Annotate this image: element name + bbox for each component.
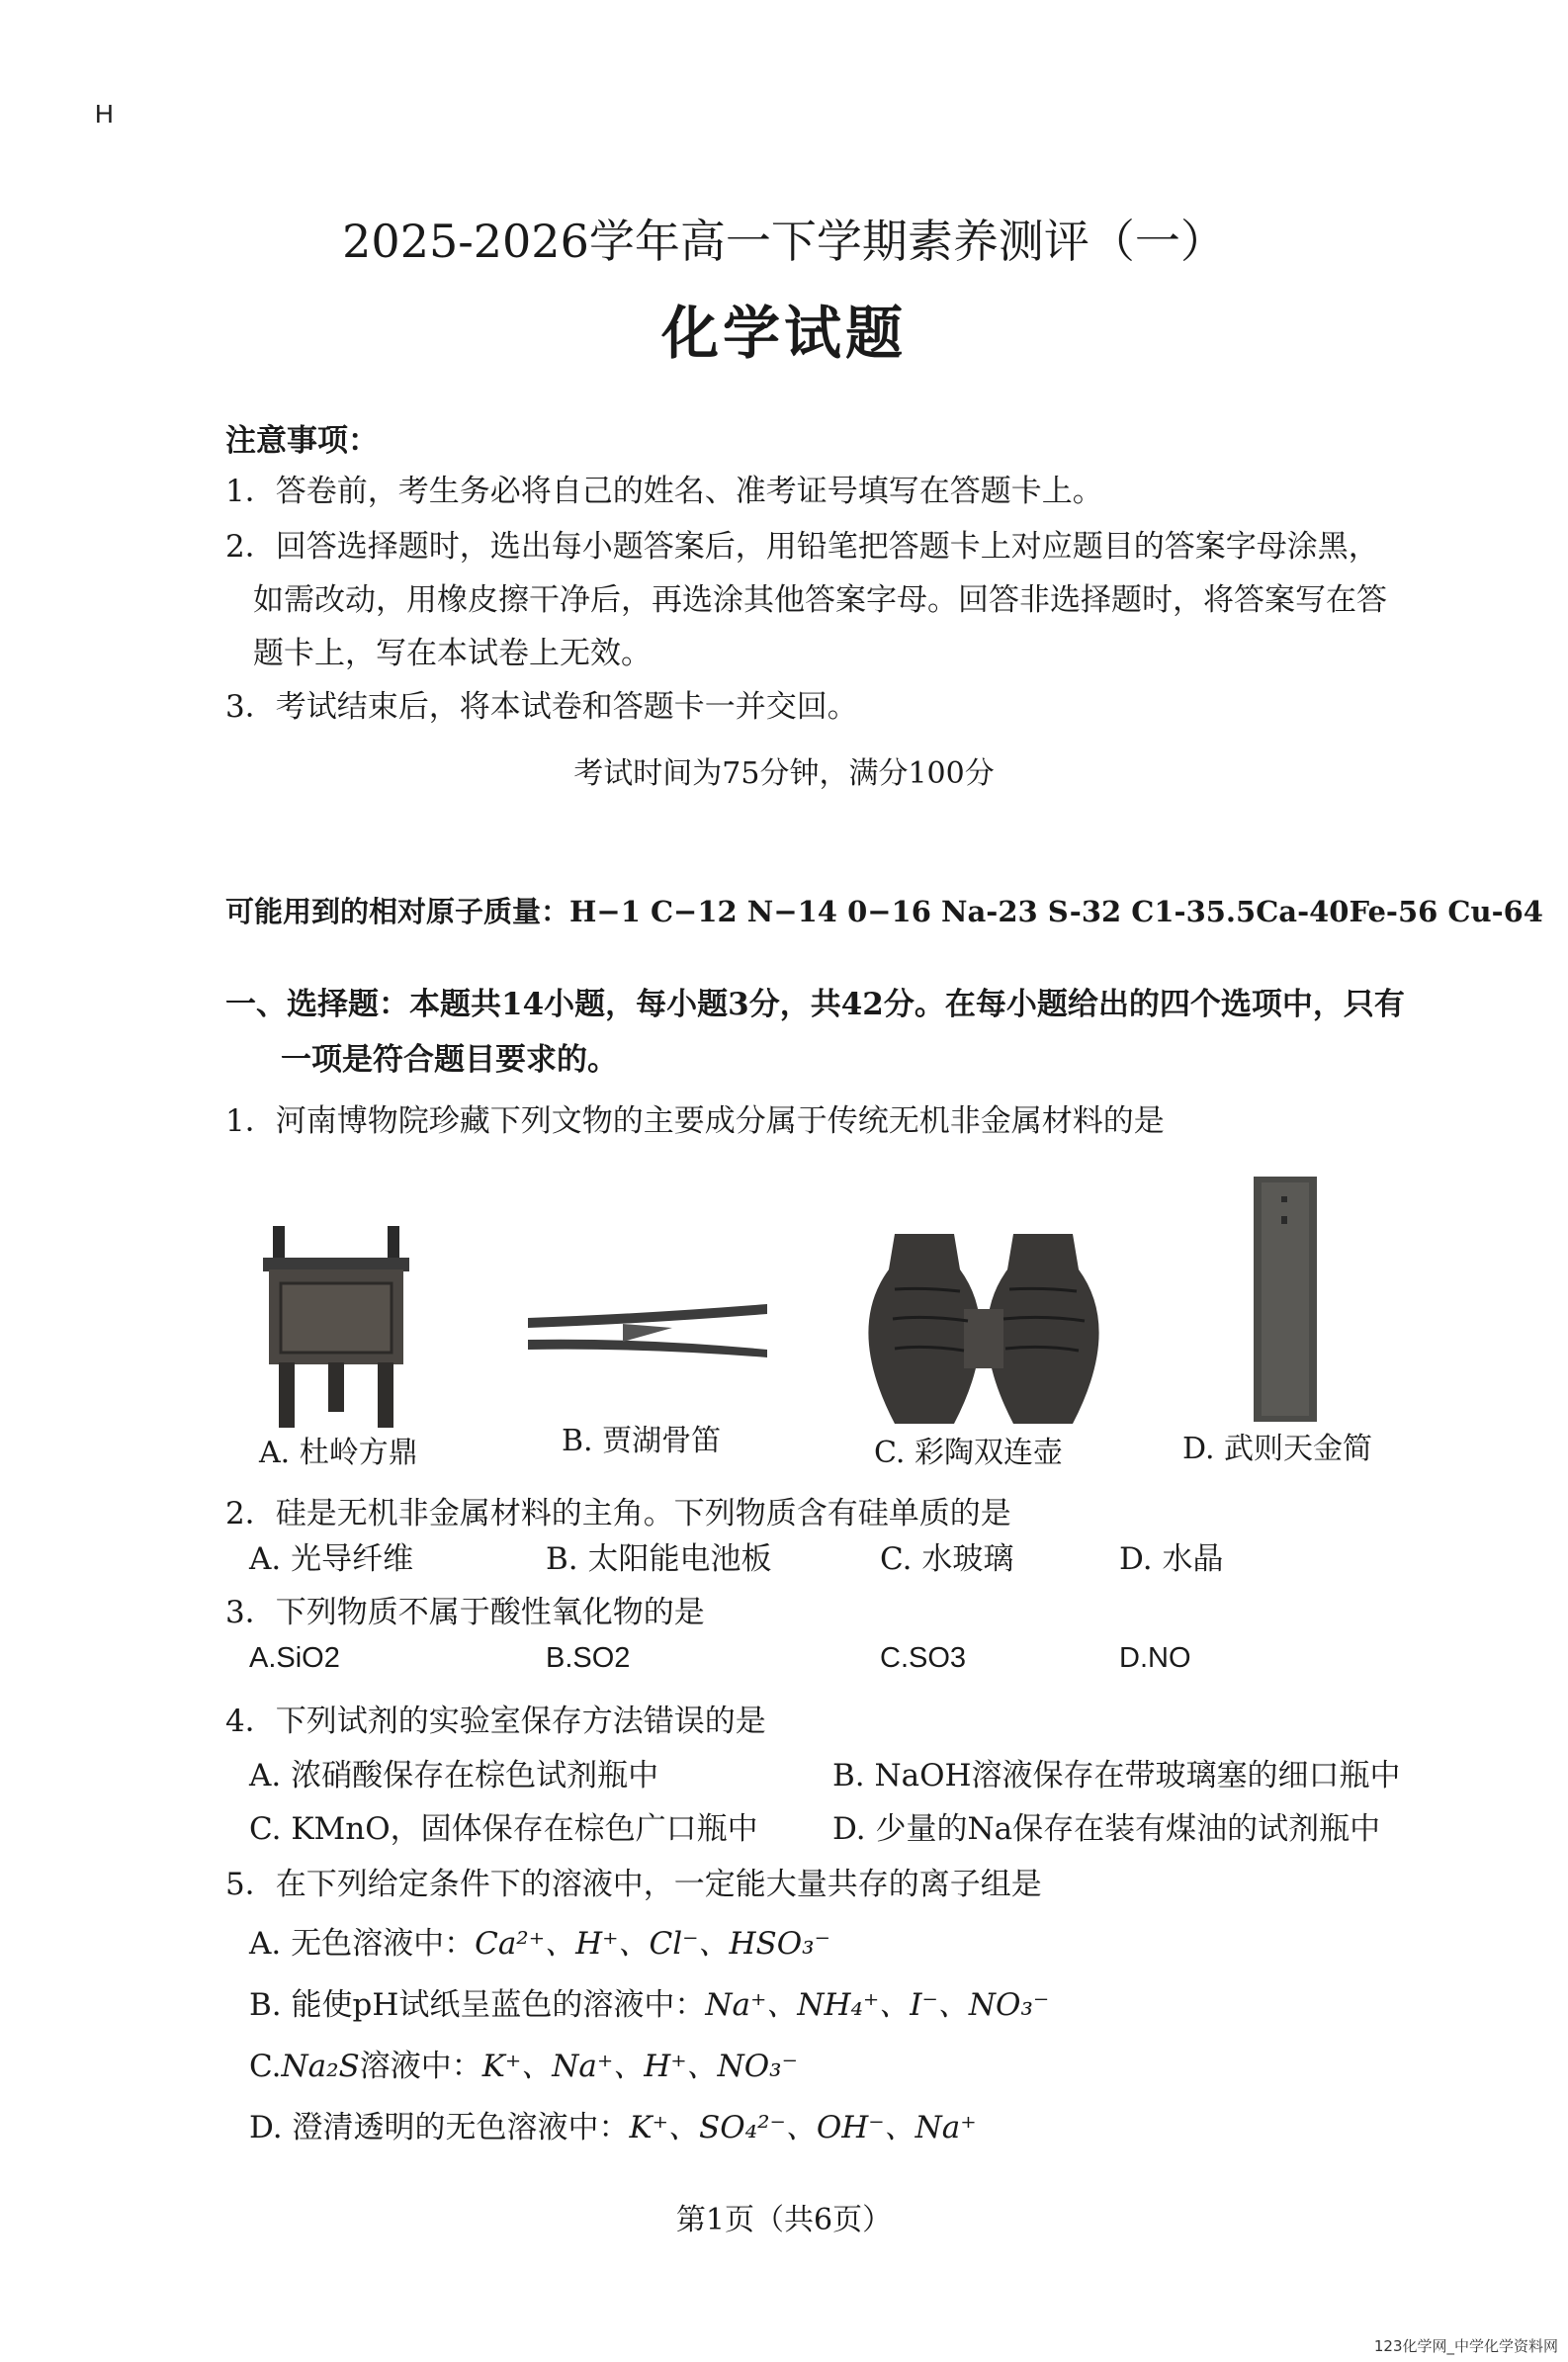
gold-slip-image xyxy=(1254,1177,1317,1422)
question-5-stem: 5．在下列给定条件下的溶液中，一定能大量共存的离子组是 xyxy=(225,1867,1042,1902)
q5-option-b-ions: Na⁺、NH₄⁺、I⁻、NO₃⁻ xyxy=(705,1987,1050,2023)
q5-option-d xyxy=(249,2102,977,2146)
q2-option-b: B. 太阳能电池板 xyxy=(546,1541,772,1577)
question-1-stem: 1．河南博物院珍藏下列文物的主要成分属于传统无机非金属材料的是 xyxy=(225,1103,1165,1139)
page-footer: 第1页（共6页） xyxy=(675,2203,893,2237)
ding-cauldron-image xyxy=(257,1226,415,1429)
notice-item: 3．考试结束后，将本试卷和答题卡一并交回。 xyxy=(225,689,858,725)
q5-option-b xyxy=(249,1979,1049,2024)
q5-option-b-prefix: B. 能使pH试纸呈蓝色的溶液中： xyxy=(249,1987,706,2023)
q3-option-c: C.SO3 xyxy=(880,1642,967,1674)
q5-option-c-ions: K⁺、Na⁺、H⁺、NO₃⁻ xyxy=(481,2049,798,2084)
q2-option-a: A. 光导纤维 xyxy=(249,1541,414,1577)
q3-option-b: B.SO2 xyxy=(546,1642,631,1674)
q1-caption-a: A. 杜岭方鼎 xyxy=(259,1436,418,1470)
q4-option-b: B. NaOH溶液保存在带玻璃塞的细口瓶中 xyxy=(832,1758,1401,1793)
q1-caption-b: B. 贾湖骨笛 xyxy=(562,1424,722,1458)
q5-option-d-ions: K⁺、SO₄²⁻、OH⁻、Na⁺ xyxy=(629,2110,977,2145)
q1-caption-d: D. 武则天金简 xyxy=(1182,1432,1373,1466)
q5-option-a-ions: Ca²⁺、H⁺、Cl⁻、HSO₃⁻ xyxy=(475,1926,830,1962)
q4-option-a: A. 浓硝酸保存在棕色试剂瓶中 xyxy=(249,1758,659,1793)
q2-option-c: C. 水玻璃 xyxy=(880,1541,1014,1577)
q3-option-a: A.SiO2 xyxy=(249,1642,340,1674)
section-heading: 一、选择题：本题共14小题，每小题3分，共42分。在每小题给出的四个选项中，只有 xyxy=(225,987,1405,1022)
time-info: 考试时间为75分钟，满分100分 xyxy=(573,756,995,791)
q5-option-c-formula: Na₂S xyxy=(281,2049,360,2084)
notice-item: 2．回答选择题时，选出每小题答案后，用铅笔把答题卡上对应题目的答案字母涂黑， xyxy=(225,529,1379,565)
notice-heading: 注意事项： xyxy=(225,423,379,459)
q5-option-c xyxy=(249,2041,798,2085)
subject-title: 化学试题 xyxy=(660,300,907,367)
q1-caption-c: C. 彩陶双连壶 xyxy=(874,1436,1063,1470)
section-heading-cont: 一项是符合题目要求的。 xyxy=(281,1042,618,1078)
q5-option-d-prefix: D. 澄清透明的无色溶液中： xyxy=(249,2110,630,2145)
q4-option-d: D. 少量的Na保存在装有煤油的试剂瓶中 xyxy=(832,1811,1381,1847)
question-3-stem: 3．下列物质不属于酸性氧化物的是 xyxy=(225,1595,705,1630)
question-4-stem: 4．下列试剂的实验室保存方法错误的是 xyxy=(225,1704,766,1739)
q5-option-a-prefix: A. 无色溶液中： xyxy=(249,1926,476,1962)
exam-title: 2025-2026学年高一下学期素养测评（一） xyxy=(342,215,1226,268)
corner-mark: H xyxy=(95,99,114,129)
watermark: 123化学网_中学化学资料网 xyxy=(1373,2337,1558,2355)
q5-option-a xyxy=(249,1918,830,1963)
q3-option-d: D.NO xyxy=(1119,1642,1191,1674)
q5-option-c-mid: 溶液中： xyxy=(359,2049,482,2084)
notice-item: 如需改动，用橡皮擦干净后，再选涂其他答案字母。回答非选择题时，将答案写在答 xyxy=(253,582,1387,618)
q5-option-c-prefix: C. xyxy=(249,2049,282,2084)
bone-flute-image xyxy=(524,1300,771,1359)
double-pot-image xyxy=(865,1230,1102,1428)
atomic-masses: 可能用到的相对原子质量：H−1 C−12 N−14 0−16 Na-23 S-32 C1-35.5Ca-40Fe-56 Cu-64 xyxy=(225,895,1543,928)
notice-item: 1．答卷前，考生务必将自己的姓名、准考证号填写在答题卡上。 xyxy=(225,474,1103,509)
q2-option-d: D. 水晶 xyxy=(1119,1541,1224,1577)
notice-item: 题卡上，写在本试卷上无效。 xyxy=(253,636,652,671)
question-2-stem: 2．硅是无机非金属材料的主角。下列物质含有硅单质的是 xyxy=(225,1496,1011,1531)
q4-option-c: C. KMnO，固体保存在棕色广口瓶中 xyxy=(249,1811,758,1847)
